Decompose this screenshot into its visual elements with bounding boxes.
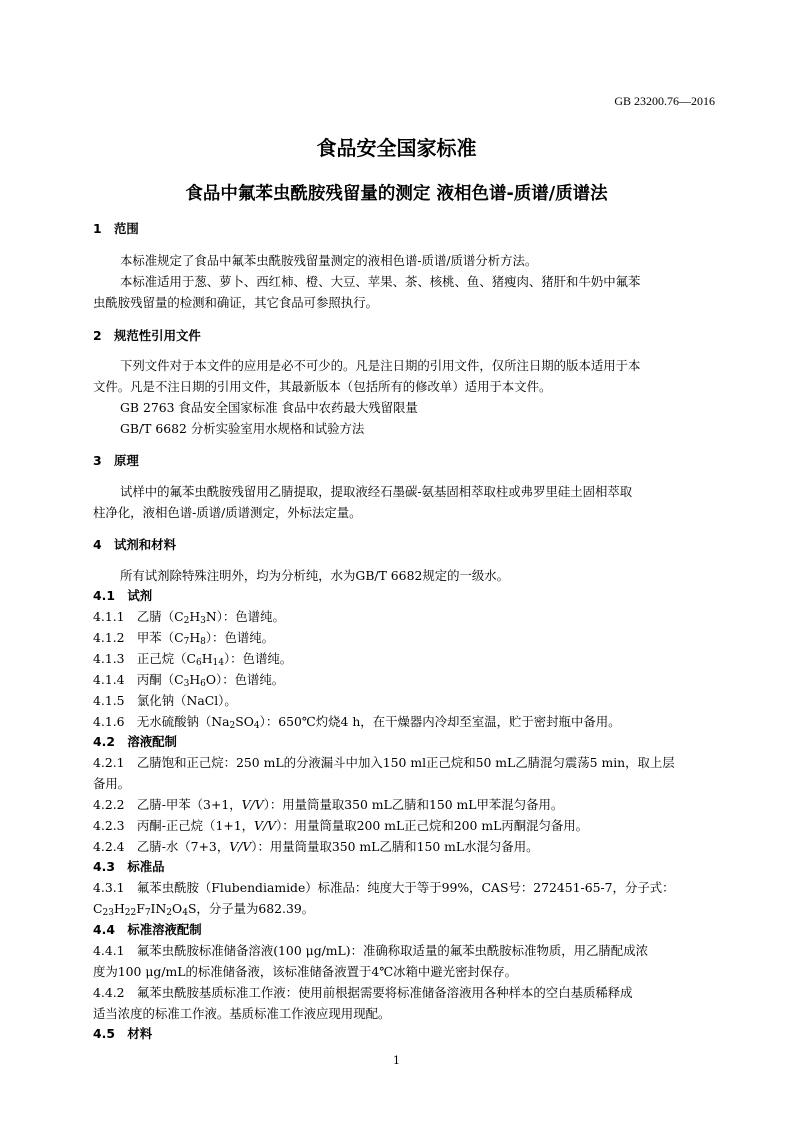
paragraph: 柱净化，液相色谱-质谱/质谱测定，外标法定量。 — [93, 505, 362, 520]
page-number: 1 — [393, 1054, 400, 1067]
solution-item: 4.2.1 乙腈饱和正己烷：250 mL的分液漏斗中加入150 ml正己烷和50 mL乙腈混匀震荡5 min，取上层 — [93, 755, 675, 770]
standard-number: GB 23200.76—2016 — [614, 94, 715, 108]
reagent-item: 4.1.2 甲苯$(C_7H_8)$：色谱纯。 — [93, 630, 275, 647]
reagent-item: 4.1.1 乙腈$(C_2H_3N)$：色谱纯。 — [93, 609, 285, 626]
subsection-heading: 4.5 材料 — [93, 1026, 153, 1041]
paragraph: 下列文件对于本文件的应用是必不可少的。凡是注日期的引用文件，仅所注日期的版本适用于本 — [120, 358, 641, 373]
molecular-formula: $C_{23}H_{22}F_7IN_2O_4S$，分子量为682.39。 — [93, 901, 315, 918]
section-1-heading: 1 范围 — [93, 221, 139, 236]
solution-item: 度为100 μg/mL的标准储备液，该标准储备液置于4℃冰箱中避光密封保存。 — [93, 964, 518, 979]
reagent-item: 4.1.4 丙酮$(C_3H_6O)$：色谱纯。 — [93, 672, 285, 689]
paragraph: 虫酰胺残留量的检测和确证，其它食品可参照执行。 — [93, 295, 378, 310]
solution-item: 4.2.3 丙酮-正己烷（1+1，V/V）：用量筒量取200 mL正己烷和200 mL丙酮混匀备用。 — [93, 818, 589, 833]
paragraph: 文件。凡是不注日期的引用文件，其最新版本（包括所有的修改单）适用于本文件。 — [93, 379, 552, 394]
reagent-item: 4.1.3 正己烷$(C_6H_{14})$：色谱纯。 — [93, 651, 293, 668]
section-4-heading: 4 试剂和材料 — [93, 537, 176, 552]
reference-item: GB/T 6682 分析实验室用水规格和试验方法 — [120, 421, 365, 436]
reagent-item: 4.1.6 无水硫酸钠$(Na_2SO_4)$：650℃灼烧4 h，在干燥器内冷却至室温，贮于密封瓶中备用。 — [93, 714, 621, 731]
solution-item: 4.2.4 乙腈-水（7+3，V/V）：用量筒量取350 mL乙腈和150 mL水混匀备用。 — [93, 839, 539, 854]
subsection-heading: 4.3 标准品 — [93, 859, 165, 874]
subsection-heading: 4.1 试剂 — [93, 588, 153, 603]
reagent-item: 4.1.5 氯化钠（NaCl）。 — [93, 693, 237, 708]
subsection-heading: 4.4 标准溶液配制 — [93, 922, 202, 937]
reference-item: GB 2763 食品安全国家标准 食品中农药最大残留限量 — [120, 400, 418, 415]
solution-item: 备用。 — [93, 776, 131, 791]
solution-item: 4.4.2 氟苯虫酰胺基质标准工作液：使用前根据需要将标准储备溶液用各种样本的空白基质稀释成 — [93, 985, 633, 1000]
standard-item: 4.3.1 氟苯虫酰胺（Flubendiamide）标准品：纯度大于等于99%，CAS号：272451-65-7，分子式： — [93, 880, 675, 895]
section-3-heading: 3 原理 — [93, 453, 139, 468]
subsection-heading: 4.2 溶液配制 — [93, 734, 177, 749]
solution-item: 4.2.2 乙腈-甲苯（3+1，V/V）：用量筒量取350 mL乙腈和150 mL甲苯混匀备用。 — [93, 797, 564, 812]
paragraph: 所有试剂除特殊注明外，均为分析纯，水为GB/T 6682规定的一级水。 — [120, 568, 510, 583]
paragraph: 本标准规定了食品中氟苯虫酰胺残留量测定的液相色谱-质谱/质谱分析方法。 — [120, 253, 538, 268]
solution-item: 4.4.1 氟苯虫酰胺标准储备溶液(100 μg/mL)：准确称取适量的氟苯虫酰胺标准物质，用乙腈配成浓 — [93, 943, 648, 958]
paragraph: 试样中的氟苯虫酰胺残留用乙腈提取，提取液经石墨碳-氨基固相萃取柱或弗罗里硅土固相萃取 — [120, 484, 633, 499]
section-2-heading: 2 规范性引用文件 — [93, 328, 201, 343]
paragraph: 本标准适用于葱、萝卜、西红柿、橙、大豆、苹果、茶、核桃、鱼、猪瘦肉、猪肝和牛奶中氟苯 — [120, 274, 641, 289]
sub-title: 食品中氟苯虫酰胺残留量的测定 液相色谱-质谱/质谱法 — [185, 184, 608, 204]
main-title: 食品安全国家标准 — [316, 136, 477, 160]
solution-item: 适当浓度的标准工作液。基质标准工作液应现用现配。 — [93, 1006, 391, 1021]
